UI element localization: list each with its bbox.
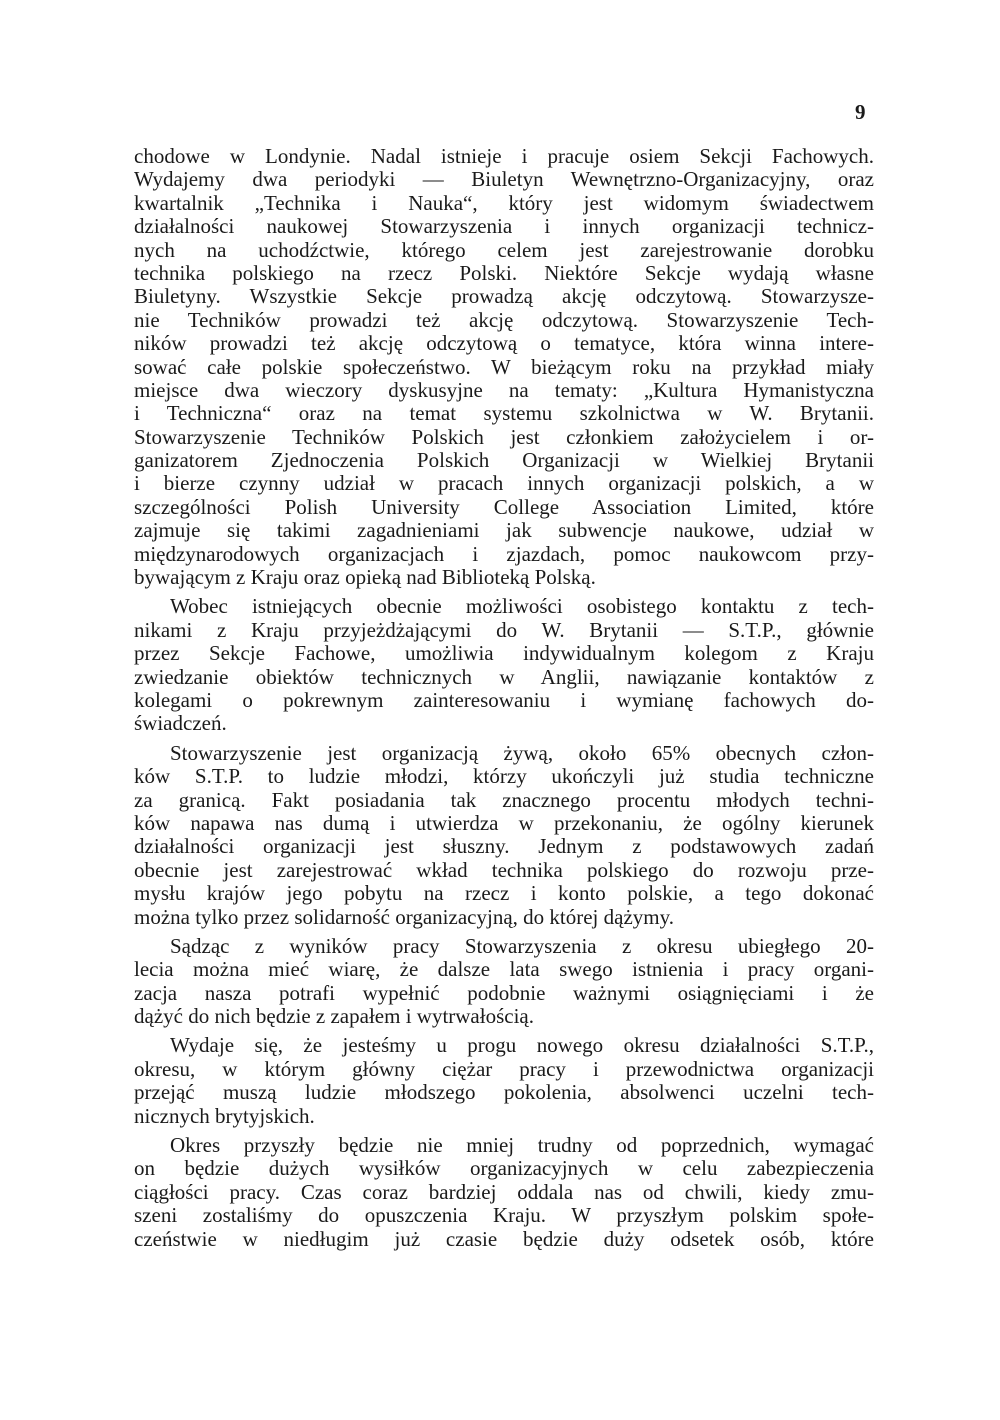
text-line: czeństwie w niedługim już czasie będzie duży odsetek osób, które	[134, 1227, 874, 1251]
paragraph	[134, 1034, 874, 1128]
paragraph	[134, 1134, 874, 1251]
text-line: miejsce dwa wieczory dyskusyjne na tematy: „Kultura Hymanistyczna	[134, 378, 874, 402]
text-line: nicznych brytyjskich.	[134, 1104, 315, 1128]
text-line: zacja nasza potrafi wypełnić podobnie ważnymi osiągnięciami i że	[134, 981, 874, 1005]
text-line: przejąć muszą ludzie młodszego pokolenia, absolwenci uczelni tech-	[134, 1081, 874, 1105]
text-line: świadczeń.	[134, 712, 227, 736]
text-line: Stowarzyszenie Techników Polskich jest członkiem założycielem i or-	[134, 425, 874, 449]
text-line: i bierze czynny udział w pracach innych organizacji polskich, a w	[134, 472, 874, 496]
text-line: Wydaje się, że jesteśmy u progu nowego okresu działalności S.T.P.,	[170, 1034, 874, 1058]
text-line: technika polskiego na rzecz Polski. Niektóre Sekcje wydają własne	[134, 261, 874, 285]
paragraph	[134, 595, 874, 735]
text-line: zwiedzanie obiektów technicznych w Anglii, nawiązanie kontaktów z	[134, 665, 874, 689]
text-line: Wobec istniejących obecnie możliwości osobistego kontaktu z tech-	[170, 595, 874, 619]
text-line: lecia można mieć wiarę, że dalsze lata swego istnienia i pracy organi-	[134, 958, 874, 982]
text-line: chodowe w Londynie. Nadal istnieje i pracuje osiem Sekcji Fachowych.	[134, 145, 874, 168]
text-line: szczególności Polish University College Association Limited, które	[134, 495, 874, 519]
page-number: 9	[855, 100, 866, 124]
text-line: Sądząc z wyników pracy Stowarzyszenia z okresu ubiegłego 20-	[170, 934, 874, 958]
text-line: ciągłości pracy. Czas coraz bardziej oddala nas od chwili, kiedy zmu-	[134, 1180, 874, 1204]
text-line: okresu, w którym główny ciężar pracy i przewodnictwa organizacji	[134, 1057, 874, 1081]
text-line: przez Sekcje Fachowe, umożliwia indywidualnym kolegom z Kraju	[134, 642, 874, 666]
text-line: sować całe polskie społeczeństwo. W bieżącym roku na przykład miały	[134, 355, 874, 379]
text-line: działalności naukowej Stowarzyszenia i innych organizacji technicz-	[134, 215, 874, 239]
text-line: działalności organizacji jest słuszny. Jednym z podstawowych zadań	[134, 835, 874, 859]
text-line: Okres przyszły będzie nie mniej trudny od poprzednich, wymagać	[170, 1134, 874, 1158]
paragraph	[134, 742, 874, 929]
text-line: szeni zostaliśmy do opuszczenia Kraju. W przyszłym polskim społe-	[134, 1204, 874, 1228]
text-line: ników prowadzi też akcję odczytową o tematyce, która winna intere-	[134, 332, 874, 356]
text-line: za granicą. Fakt posiadania tak znacznego procentu młodych techni-	[134, 788, 874, 812]
text-line: kwartalnik „Technika i Nauka“, który jest widomym świadectwem	[134, 191, 874, 215]
text-line: można tylko przez solidarność organizacyjną, do której dążymy.	[134, 905, 674, 929]
text-line: międzynarodowych organizacjach i zjazdach, pomoc naukowcom przy-	[134, 542, 874, 566]
text-line: obecnie jest zarejestrować wkład technika polskiego do rozwoju prze-	[134, 858, 874, 882]
text-line: bywającym z Kraju oraz opieką nad Biblioteką Polską.	[134, 566, 596, 590]
text-line: kolegami o pokrewnym zainteresowaniu i wymianę fachowych do-	[134, 688, 874, 712]
text-line: on będzie dużych wysiłków organizacyjnych w celu zabezpieczenia	[134, 1157, 874, 1181]
text-line: ków napawa nas dumą i utwierdza w przekonaniu, że ogólny kierunek	[134, 811, 874, 835]
text-line: i Techniczna“ oraz na temat systemu szkolnictwa w W. Brytanii.	[134, 402, 874, 426]
text-line: zajmuje się takimi zagadnieniami jak subwencje naukowe, udział w	[134, 519, 874, 543]
text-line: nych na uchodźctwie, którego celem jest zarejestrowanie dorobku	[134, 238, 874, 262]
text-line: ganizatorem Zjednoczenia Polskich Organizacji w Wielkiej Brytanii	[134, 449, 874, 473]
text-line: nikami z Kraju przyjeżdżającymi do W. Brytanii — S.T.P., głównie	[134, 618, 874, 642]
body-text	[134, 145, 874, 1251]
text-line: Wydajemy dwa periodyki — Biuletyn Wewnętrzno-Organizacyjny, oraz	[134, 168, 874, 192]
paragraph	[134, 935, 874, 1029]
paragraph	[134, 145, 874, 589]
text-line: mysłu krajów jego pobytu na rzecz i konto polskie, a tego dokonać	[134, 882, 874, 906]
text-line: ków S.T.P. to ludzie młodzi, którzy ukończyli już studia techniczne	[134, 765, 874, 789]
text-line: dążyć do nich będzie z zapałem i wytrwałością.	[134, 1005, 534, 1029]
text-line: Biuletyny. Wszystkie Sekcje prowadzą akcję odczytową. Stowarzysze-	[134, 285, 874, 309]
text-line: Stowarzyszenie jest organizacją żywą, około 65% obecnych człon-	[170, 741, 874, 765]
text-line: nie Techników prowadzi też akcję odczytową. Stowarzyszenie Tech-	[134, 308, 874, 332]
